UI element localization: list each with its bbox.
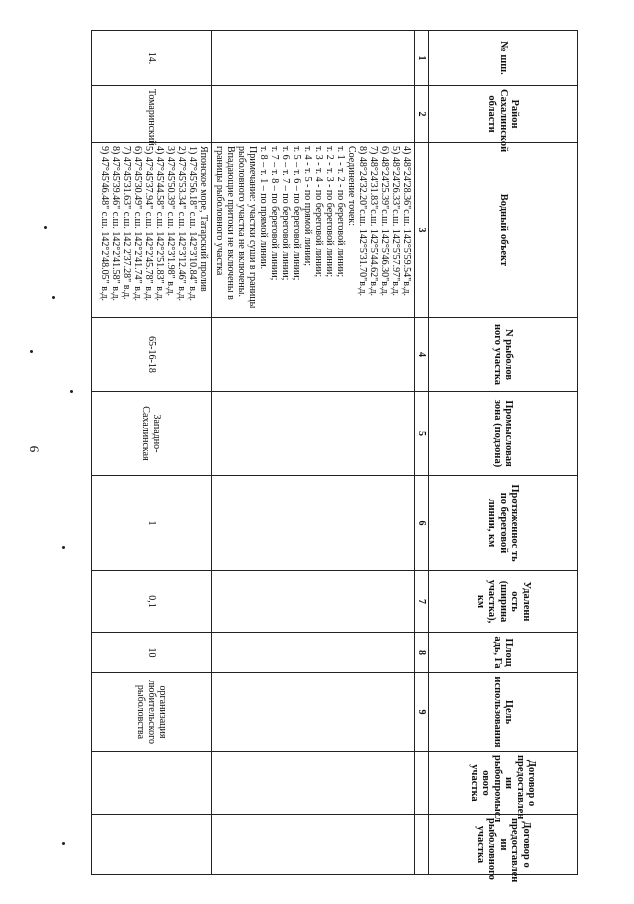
table-cell — [92, 815, 212, 875]
water-line: 7) 47°45'31.63" с.ш. 142 2'37.28" в.д. — [121, 146, 132, 300]
table-cell — [212, 633, 415, 673]
fishing-plots-table — [99, 30, 578, 883]
table-cell — [92, 752, 212, 815]
row-number: 14. — [92, 31, 212, 86]
column-number: 7 — [415, 571, 429, 633]
district-cell: Томаринский — [92, 86, 212, 143]
table-cell — [212, 86, 415, 143]
water-line: Соединение точек: — [346, 146, 357, 227]
column-number-empty — [415, 815, 429, 875]
water-line: Впадающие притоки не включены в границы рыболовного участка — [214, 146, 236, 300]
scan-speck — [44, 226, 47, 229]
header-cell: Протяженнос ть по береговой линии, км — [429, 476, 578, 571]
water-line: 2) 47°45'53.34" с.ш. 142°3'12.46" в.д. — [176, 146, 187, 302]
column-number: 9 — [415, 673, 429, 752]
column-number: 1 — [415, 31, 429, 86]
water-line: 8) 48°24'32.20"с.ш. 142°5'31.70"в.д. — [357, 146, 368, 297]
water-line: т. 3 - т. 4 - по береговой линии; — [313, 146, 324, 278]
column-number: 8 — [415, 633, 429, 673]
water-line: т. 1 - т. 2 - по береговой линии; — [335, 146, 346, 278]
water-line: 6) 47°45'30.49" с.ш. 142°2'41.74" в.д. — [132, 146, 143, 302]
plot-number-cell: 65-16-18 — [92, 318, 212, 392]
zone-cell: Западно-Сахалинская — [92, 392, 212, 476]
water-line: т. 7 – т. 8 – по береговой линии; — [269, 146, 280, 281]
header-cell: Район Сахалинской области — [429, 86, 578, 143]
header-cell: Договор о предоставлен ии рыболовного участка — [429, 815, 578, 875]
header-cell: Водный объект — [429, 143, 578, 318]
water-line: т. 4 - т. 5 - по прямой линии; — [302, 146, 313, 267]
scan-speck — [52, 296, 55, 299]
table-cell — [212, 318, 415, 392]
column-number: 3 — [415, 143, 429, 318]
water-object-cell — [212, 143, 415, 318]
water-line: 7) 48°24'31.83"с.ш. 142°5'44.62"в.д. — [368, 146, 379, 297]
water-line: 1) 47°45'56.18" с.ш. 142°3'10.84" в.д. — [187, 146, 198, 302]
water-line: т. 8 – т. 1 – по прямой линии. — [258, 146, 269, 270]
water-line: 9) 47°45'46.48" с.ш. 142°2'48.05" в.д. — [99, 146, 110, 302]
water-line: 4) 48°24'28.36"с.ш. 142°5'59.54"в.д. — [401, 146, 412, 297]
column-number: 6 — [415, 476, 429, 571]
header-cell: N рыболов ного участка — [429, 318, 578, 392]
header-cell: Договор о предоставлен ии рыбопромысл ового участка — [429, 752, 578, 815]
table-cell — [212, 571, 415, 633]
table-cell — [212, 476, 415, 571]
table-cell — [212, 31, 415, 86]
water-line: 5) 48°24'26.33"с.ш. 142°5'57.97"в.д. — [390, 146, 401, 297]
column-number-empty — [415, 752, 429, 815]
water-line: 5) 47°45'37.94" с.ш. 142°2'45.78" в.д. — [143, 146, 154, 302]
table-cell — [212, 673, 415, 752]
water-line: 3) 47°45'50.39" с.ш. 142°3'1.98" в.д. — [165, 146, 176, 297]
water-line: т. 5 – т. 6 – по береговой линии; — [291, 146, 302, 281]
column-number: 2 — [415, 86, 429, 143]
area-cell: 10 — [92, 633, 212, 673]
width-cell: 0,1 — [92, 571, 212, 633]
scan-speck — [62, 546, 65, 549]
header-cell: Промысловая зона (подзона) — [429, 392, 578, 476]
table-cell — [212, 392, 415, 476]
water-object-cell — [92, 143, 212, 318]
water-line: 4) 47°45'44.58" с.ш. 142°2'51.83" в.д. — [154, 146, 165, 302]
water-line: Японское море, Татарский пролив — [198, 146, 209, 292]
scan-speck — [70, 390, 73, 393]
scan-speck — [62, 842, 65, 845]
length-cell: 1 — [92, 476, 212, 571]
page-number: 9 — [26, 445, 42, 453]
water-line: т. 6 – т. 7 – по береговой линии; — [280, 146, 291, 281]
header-cell: Удаленн ость (ширина участка), км — [429, 571, 578, 633]
water-line: 8) 47°45'39.46" с.ш. 142°2'41.58" в.д. — [110, 146, 121, 302]
column-number: 5 — [415, 392, 429, 476]
water-line: Примечание: участки суши в границы рыболовного участка не включены. — [236, 146, 258, 309]
table-cell — [212, 815, 415, 875]
water-line: 6) 48°24'25.39"с.ш. 142°5'46.30"в.д. — [379, 146, 390, 297]
water-line: т. 2 - т. 3 - по береговой линии; — [324, 146, 335, 278]
header-cell: № шш. — [429, 31, 578, 86]
column-number: 4 — [415, 318, 429, 392]
scan-speck — [30, 350, 33, 353]
header-cell: Цель использования — [429, 673, 578, 752]
header-cell: Площ адь, Га — [429, 633, 578, 673]
table-cell — [212, 752, 415, 815]
purpose-cell: организация любительского рыболовства — [92, 673, 212, 752]
